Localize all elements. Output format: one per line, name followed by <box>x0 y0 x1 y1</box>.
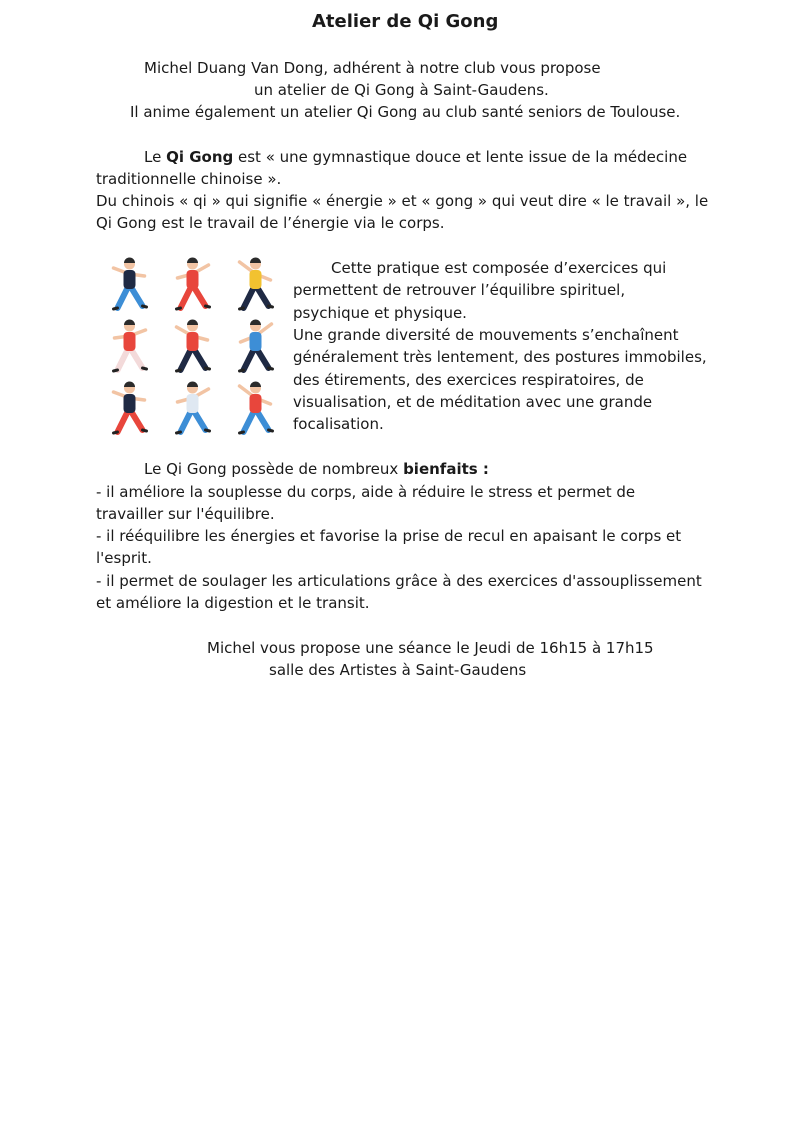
qi-gong-figure <box>240 258 273 310</box>
definition-pre: Le <box>144 148 167 166</box>
qi-gong-figure <box>177 320 210 372</box>
page-title: Atelier de Qi Gong <box>312 11 499 32</box>
definition-line-3: Du chinois « qi » qui signifie « énergie » et « gong » qui veut dire « le travail », le <box>96 192 709 210</box>
intro-line-2: un atelier de Qi Gong à Saint-Gaudens. <box>254 81 549 99</box>
definition-line-2: traditionnelle chinoise ». <box>96 170 282 188</box>
practice-line-7: visualisation, et de méditation avec une grande <box>293 393 653 411</box>
practice-line-2: permettent de retrouver l’équilibre spirituel, <box>293 281 626 299</box>
benefits-bold: bienfaits : <box>403 460 489 478</box>
session-line-2: salle des Artistes à Saint-Gaudens <box>269 661 527 679</box>
qi-gong-figure <box>114 382 147 434</box>
practice-line-6: des étirements, des exercices respiratoires, de <box>293 371 644 389</box>
intro-line-1: Michel Duang Van Dong, adhérent à notre club vous propose <box>144 59 601 77</box>
practice-line-4: Une grande diversité de mouvements s’enchaînent <box>293 326 679 344</box>
qi-gong-figure <box>240 382 273 434</box>
qi-gong-bold: Qi Gong <box>166 148 234 166</box>
qi-gong-figure <box>114 320 147 372</box>
practice-line-3: psychique et physique. <box>293 304 467 322</box>
qi-gong-figure <box>114 258 147 310</box>
definition-line-4: Qi Gong est le travail de l’énergie via le corps. <box>96 214 445 232</box>
benefits-intro-text: Le Qi Gong possède de nombreux <box>144 460 404 478</box>
benefits-intro <box>144 458 489 480</box>
qi-gong-figure <box>177 258 210 310</box>
benefit-line-6: et améliore la digestion et le transit. <box>96 594 370 612</box>
qi-gong-figures-icon <box>98 250 288 440</box>
practice-line-8: focalisation. <box>293 415 384 433</box>
qi-gong-figure <box>177 382 210 434</box>
benefit-line-2: travailler sur l'équilibre. <box>96 505 275 523</box>
benefit-line-3: - il rééquilibre les énergies et favorise la prise de recul en apaisant le corps et <box>96 527 682 545</box>
benefit-line-5: - il permet de soulager les articulations grâce à des exercices d'assouplissement <box>96 572 702 590</box>
definition-line-1 <box>144 146 687 168</box>
definition-post: est « une gymnastique douce et lente issue de la médecine <box>233 148 688 166</box>
qi-gong-figure <box>240 320 273 372</box>
benefit-line-4: l'esprit. <box>96 549 152 567</box>
practice-line-5: généralement très lentement, des postures immobiles, <box>293 348 707 366</box>
practice-line-1: Cette pratique est composée d’exercices qui <box>331 259 667 277</box>
intro-line-3: Il anime également un atelier Qi Gong au club santé seniors de Toulouse. <box>130 103 681 121</box>
session-line-1: Michel vous propose une séance le Jeudi de 16h15 à 17h15 <box>207 639 654 657</box>
benefit-line-1: - il améliore la souplesse du corps, aide à réduire le stress et permet de <box>96 483 636 501</box>
